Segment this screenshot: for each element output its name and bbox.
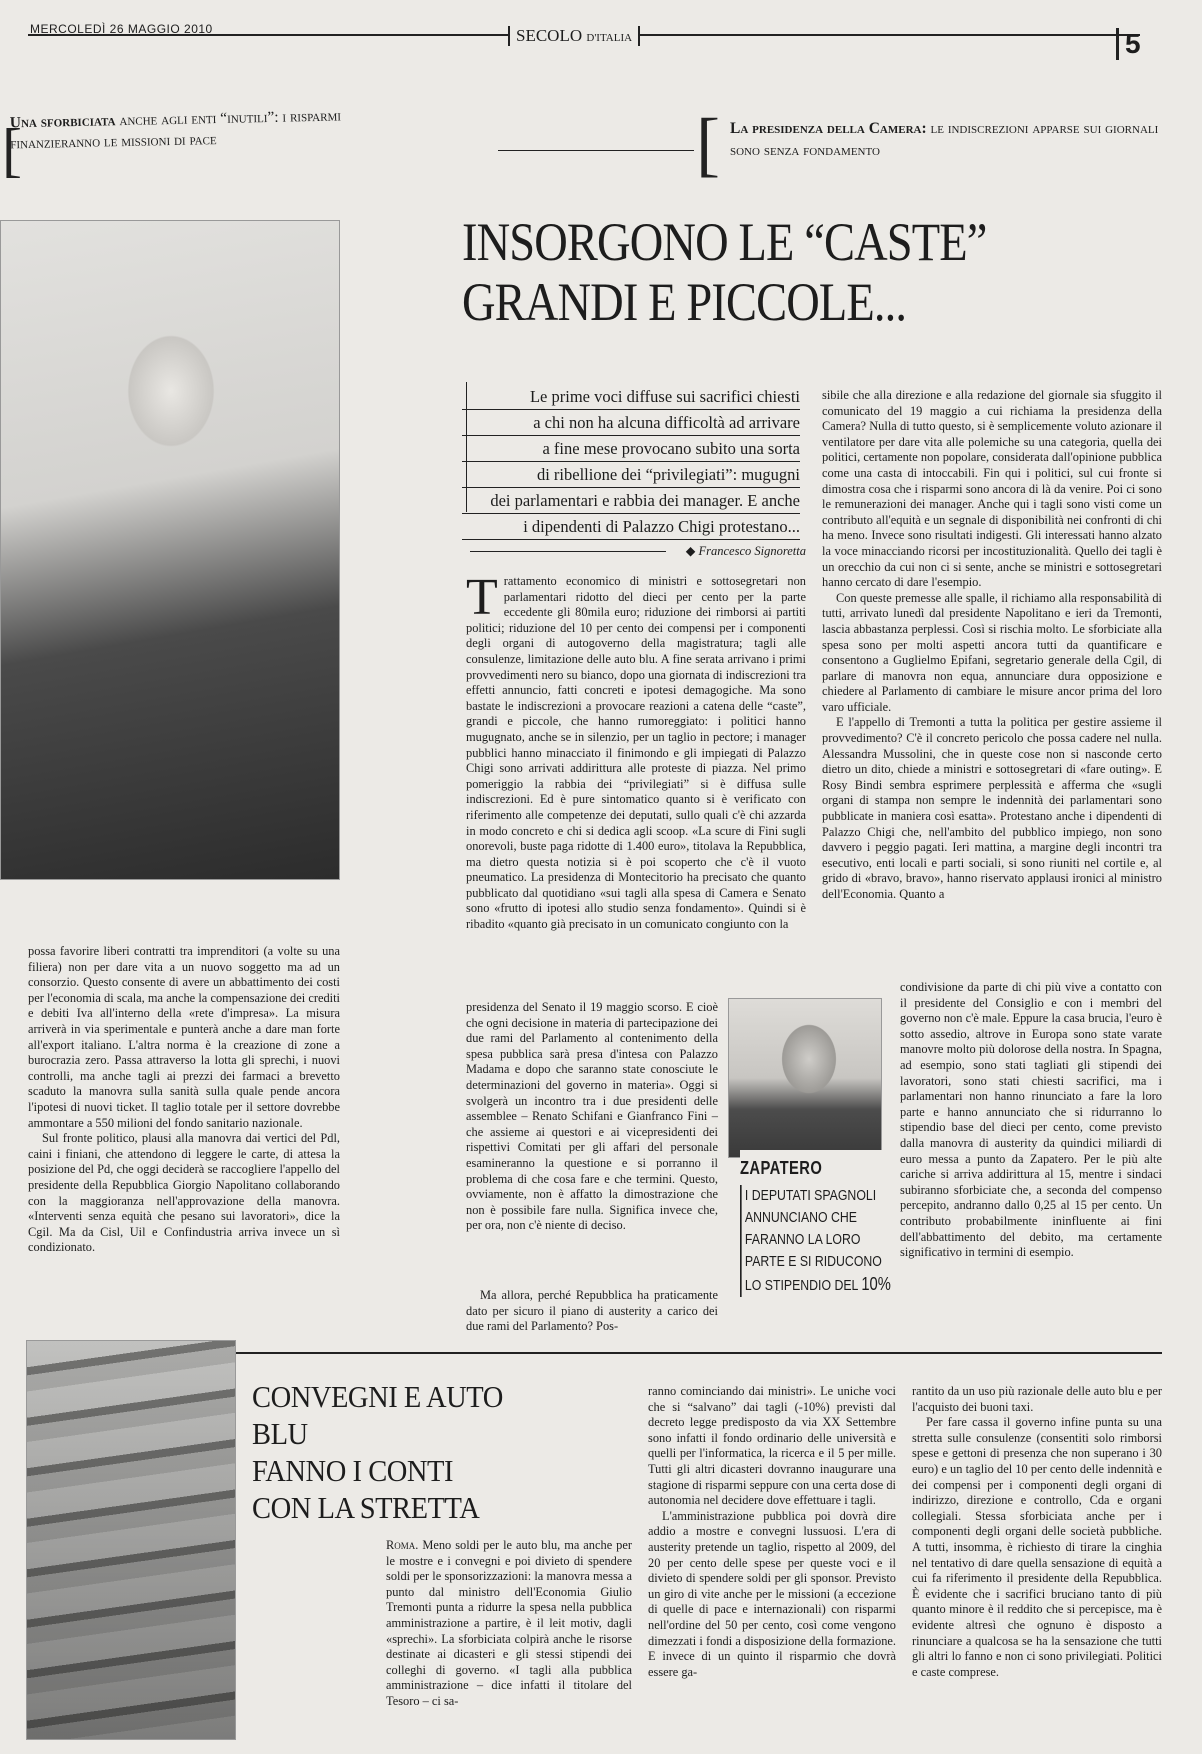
sidebar-line: PARTE E SI RIDUCONO	[744, 1253, 882, 1270]
paper-name-main: SECOLO	[516, 26, 583, 45]
paragraph: Per fare cassa il governo infine punta su una stretta sulle consulenze (consentiti solo rimborsi spese e gettoni di presenza che non superano i 30 euro) e un taglio del 10 per cento delle indennità e dei compensi per i componenti degli organi di indirizzo, direzione e controllo, Cda e organi collegiali. Stessa sforbiciata anche per i componenti degli organi delle società pubbliche. A tutti, insomma, è richiesto di tirare la cinghia nel tentativo di dare quella sensazione di equità a cui fa riferimento il presidente della Repubblica. È evidente che i sacrifici bruciano tanto di più quanto minore è il reddito che si percepisce, ma è evidente altresì che ognuno è disposto a rinunciare a qualcosa se ha la sensazione che tutti gli altri lo fanno e non ci sono privilegiati. Politici e caste comprese.	[912, 1415, 1162, 1679]
photo-zapatero	[728, 998, 882, 1158]
paragraph: rantito da un uso più razionale delle auto blu e per l'acquisto dei buoni taxi.	[912, 1384, 1162, 1414]
byline-rule	[470, 551, 666, 552]
headline2-line-1: CONVEGNI E AUTO BLU	[252, 1379, 503, 1451]
article-column-a	[28, 944, 340, 1256]
deck-line: dei parlamentari e rabbia dei manager. E anche	[462, 488, 800, 514]
newspaper-name	[508, 26, 640, 46]
deck	[462, 384, 800, 540]
sidebar-percent: 10%	[861, 1274, 891, 1294]
sidebar-line-last	[745, 1273, 904, 1297]
kicker-left-bold: Una sforbiciata	[9, 112, 116, 132]
byline: ◆ Francesco Signoretta	[685, 544, 806, 558]
bracket-right: [	[696, 104, 720, 184]
deck-line: a fine mese provocano subito una sorta	[462, 436, 800, 462]
photo-tremonti	[0, 220, 340, 880]
paragraph: ranno cominciando dai ministri». Le uniche voci che si “salvano” dai tagli (-10%) previsti dal decreto legge predisposto da via XX Settembre sono infatti il fondo ordinario delle università e quelli per l'informatica, la ricerca e il 5 per mille. Tutti gli altri dicasteri dovranno inaugurare una stagione di risparmi seppure con una certa dose di autonomia nel decidere dove effettuare i tagli.	[648, 1384, 896, 1508]
main-headline	[462, 212, 1055, 332]
deck-line: di ribellione dei “privilegiati”: mugugni	[462, 462, 800, 488]
page-number: 5	[1116, 28, 1141, 60]
issue-date: MERCOLEDÌ 26 MAGGIO 2010	[30, 22, 213, 36]
headline-line-1: INSORGONO LE “CASTE”	[462, 212, 987, 272]
article-column-c	[822, 388, 1162, 903]
article2-column-d	[386, 1538, 632, 1710]
kicker-right	[730, 118, 1170, 162]
paragraph: E l'appello di Tremonti a tutta la politica per gestire assieme il provvedimento? C'è il concreto pericolo che possa cadere nel nulla. Alessandra Mussolini, che in queste cose non si nasconde certo dietro un dito, chiede a ministri e sottosegretari di «fare outing». E Rosy Bindi sembra esprimere perplessità e afferma che «sugli organi di stampa non sempre le indennità dei parlamentari sono pubblicate in maniera così esatta». Protestano anche i dipendenti di Palazzo Chigi che, nell'ambito del pubblico impiego, non sono davvero i peggio pagati. Ieri mattina, a margine degli incontri tra esecutivo, enti locali e parti sociali, si sono riuniti nel cortile e, al grido di «bravo, bravo», hanno riservato applausi ironici al ministro dell'Economia. Quanto a	[822, 715, 1162, 901]
paragraph: L'amministrazione pubblica poi dovrà dire addio a mostre e convegni lussuosi. L'era di austerity pretende un taglio, rispetto al 2009, del 20 per cento delle spese per queste voci e il divieto di spendere soldi per gli sponsor. Previsto un giro di vite anche per le missioni (a eccezione di quelle di pace e internazionali) con risparmi nell'ordine del 50 per cento, così come vengono dimezzati i fondi a disposizione della formazione. E invece di un quinto il risparmio che dovrà essere ga-	[648, 1508, 896, 1679]
deck-line: Le prime voci diffuse sui sacrifici chiesti	[462, 384, 800, 410]
sidebar-line: FARANNO LA LORO	[744, 1231, 861, 1248]
paragraph: Ma allora, perché Repubblica ha praticamente dato per sicuro il piano di austerity a carico dei due rami del Parlamento? Pos-	[466, 1288, 718, 1334]
sidebar-name: ZAPATERO	[740, 1158, 823, 1178]
dateline: Roma.	[386, 1538, 419, 1552]
paragraph	[386, 1538, 632, 1710]
article-column-b	[466, 569, 806, 933]
second-headline	[252, 1378, 556, 1526]
paragraph: condivisione da parte di chi più vive a contatto con il presidente del Consiglio e con i membri del governo non c'è male. Eppure la casa brucia, l'euro è sotto assedio, altrove in Europa sono state varate manovre molto più dolorose della nostra. In Spagna, ad esempio, sono stati tagliati gli stipendi dei lavoratori, sono stati chiesti sacrifici, ma i parlamentari non hanno rinunciato a fare la loro parte e hanno annunciato che si ridurranno lo stipendio base del dieci per cento, come previsto dalla manovra di austerity da quindici miliardi di euro messa a punto da Zapatero. Per le più alte cariche si arriva addirittura al 15, mentre i sindaci subiranno sforbiciate che, a seconda del compenso percepito, andranno dallo 0,25 al 15 per cento. Un contributo probabilmente ininfluente ai fini dell'abbattimento del debito, ma certamente significativo in termini di esempio.	[900, 980, 1162, 1260]
headline2-line-3: CON LA STRETTA	[252, 1490, 480, 1525]
sidebar-line: I DEPUTATI SPAGNOLI	[744, 1187, 877, 1204]
paragraph: sibile che alla direzione e alla redazione del giornale sia sfuggito il comunicato del 19 maggio a cui richiama la presidenza della Camera? Nulla di tutto questo, si è semplicemente voluto azionare il ventilatore per dare vita alle polemiche su una categoria, quella dei politici, certamente non popolare, considerata dall'opinione pubblica come una casta di intoccabili. Fin qui i politici, sul cui fronte si dimostra cosa che i risparmi sono ancora di là da venire. Poi ci sono le remunerazioni dei manager. Anche qui i tagli sono visti come un contributo all'equità e un segnale di disponibilità nei confronti di chi ha meno. Invece sono risultati indigesti. Gli interessati hanno alzato la voce minacciando ricorsi per incostituzionalità. Quello dei tagli è un orecchio da cui non ci si sente, anche se ministri e sottosegretari hanno cercato di dare l'esempio.	[822, 388, 1162, 590]
kicker-right-bold: La presidenza della Camera:	[730, 120, 927, 137]
headline-line-2: GRANDI E PICCOLE...	[462, 272, 907, 332]
headline2-line-2: FANNO I CONTI	[252, 1453, 454, 1488]
byline-author: Francesco Signoretta	[698, 544, 806, 558]
paragraph-text: Meno soldi per le auto blu, ma anche per le mostre e i convegni e poi divieto di spendere soldi per le sponsorizzazioni: la manovra messa a punto dal ministro dell'Economia Giulio Tremonti punta a ridurre la spesa nella pubblica amministrazione a partire, è il leit motiv, dagli «sprechi». La sforbiciata colpirà anche le risorse destinate ai dicasteri e gli stessi stipendi dei colleghi di governo. «I tagli alla pubblica amministrazione – dice infatti il titolare del Tesoro – ci sa-	[386, 1538, 632, 1708]
sidebar-line: ANNUNCIANO CHE	[744, 1209, 858, 1226]
kicker-left	[10, 104, 431, 155]
paper-name-small: D'ITALIA	[586, 32, 633, 44]
drop-cap: T	[466, 569, 498, 626]
article-column-b-end	[466, 1288, 718, 1335]
paragraph	[466, 569, 806, 933]
article2-column-e	[648, 1384, 896, 1680]
kicker-right-rest: le indiscrezioni apparse sui giornali sono senza fondamento	[730, 120, 1159, 159]
paragraph: presidenza del Senato il 19 maggio scorso. E cioè che ogni decisione in materia di partecipazione dei due rami del Parlamento al contenimento della spesa pubblica sarà presa d'intesa con Palazzo Madama e dopo che saranno state conosciute le determinazioni del governo in materia». Oggi si svolgerà un incontro tra i due presidenti delle assemblee – Renato Schifani e Gianfranco Fini – che assieme ai questori e ai vicepresidenti dei rispettivi Comitati per gli affari del personale esamineranno la questione e si porranno il problema di che cosa fare e che termini. Questo, ovviamente, non è affatto la dimostrazione che non è possibile fare nulla. Significa invece che, per ora, non c'è niente di deciso.	[466, 1000, 718, 1233]
paragraph-text: rattamento economico di ministri e sottosegretari non parlamentari ridotto del dieci per cento per la parte eccedente gli 80mila euro; riduzione dei rimborsi ai partiti politici; riduzione del 10 per cento dei compensi per i componenti degli organi di autogoverno della magistratura; tagli alle consulenze, limitazione delle auto blu. A fine serata arrivano i primi provvedimenti nero su bianco, dopo una giornata di indiscrezioni tra effetti annuncio, fatti concreti e ipotesi demagogiche. Ma sono bastate le indiscrezioni a provocare reazioni a catena delle “caste”, grandi e piccole, che hanno rumoreggiato: i politici hanno mugugnato, anche se in silenzio, per un taglio in pectore; i manager pubblici hanno minacciato il finimondo e gli impiegati di Palazzo Chigi sono arrivati addirittura alle proteste di piazza. Nel primo pomeriggio la rabbia dei “privilegiati” si è diffusa sulle indiscrezioni. Ed è pure sintomatico quanto si è verificato con riferimento alle competenze dei deputati, sullo quali c'è chi azzarda in modo concreto e chi si dedica agli scoop. «La scure di Fini sugli onorevoli, buste paga ridotte di 1.400 euro», titolava la Repubblica, ma dietro questa notizia si è poi scoperto che c'è il vuoto pneumatico. La presidenza di Montecitorio ha precisato che quanto pubblicato dal quotidiano «sui tagli alla spesa di Camera e Senato sono «frutto di ipotesi allo studio senza fondamento». Quindi si è ribadito «quanto già precisato in un comunicato congiunto con la	[466, 574, 806, 932]
deck-line: i dipendenti di Palazzo Chigi protestano...	[462, 514, 800, 540]
sidebar-last-small: LO STIPENDIO DEL	[744, 1277, 862, 1294]
sidebar-text	[740, 1185, 904, 1297]
paragraph: Sul fronte politico, plausi alla manovra dai vertici del Pdl, caini i finiani, che attendono di leggere le carte, di attesa la posizione del Pd, che oggi deciderà se raccogliere l'appello del presidente della Repubblica Giorgio Napolitano collaborando con la maggioranza nell'approvazione della manovra. «Interventi senza equità che pesano sui lavoratori», dice la Cgil. Ma da Cisl, Uil e Confindustria arriva invece un sì condizionato.	[28, 1131, 340, 1255]
deck-line: a chi non ha alcuna difficoltà ad arrivare	[462, 410, 800, 436]
paragraph: Con queste premesse alle spalle, il richiamo alla responsabilità di tutti, arrivato lunedì dal presidente Napolitano e ieri da Tremonti, lascia abbastanza perplessi. Così si rischia molto. Le sforbiciate alla spesa sono per molti aspetti ancora tutti da quantificare e consentono a Guglielmo Epifani, segretario generale della Cgil, di parlare di manovra non equa, annunciare dura opposizione e chiedere al Parlamento di cambiare le misure ancor prima del loro varo ufficiale.	[822, 590, 1162, 714]
photo-auto-blu	[26, 1340, 236, 1740]
bracket-left: [	[2, 117, 22, 183]
kicker-divider	[498, 150, 694, 151]
paragraph: possa favorire liberi contratti tra imprenditori (a volte su una filiera) non per dare vita a un nuovo soggetto ma ad un consorzio. Questo consente di avere un abbattimento dei costi per l'economia di scala, ma anche la compensazione dei crediti e debiti Iva all'interno della «rete d'impresa». La misura arriverà in via sperimentale e punterà anche a dare man forte all'export italiano. L'altra norma è la creazione di zone a burocrazia zero. Passa attraverso la lotta gli sprechi, i nuovi controlli, ma anche tagli ai prezzi dei farmaci a brevetto scaduto la manovra sulla sanità sulla quale pende ancora l'ipotesi di nuovi ticket. Il taglio totale per il settore dovrebbe ammontare a 550 milioni del fondo sanitario nazionale.	[28, 944, 340, 1130]
kicker-left-rest: anche agli enti “inutili”: i risparmi finanzieranno le missioni di pace	[10, 107, 342, 153]
article2-column-f	[912, 1384, 1162, 1680]
article-column-c-wrap	[900, 980, 1162, 1261]
sidebar-zapatero	[740, 1150, 896, 1314]
article-column-b-wrap	[466, 1000, 718, 1234]
